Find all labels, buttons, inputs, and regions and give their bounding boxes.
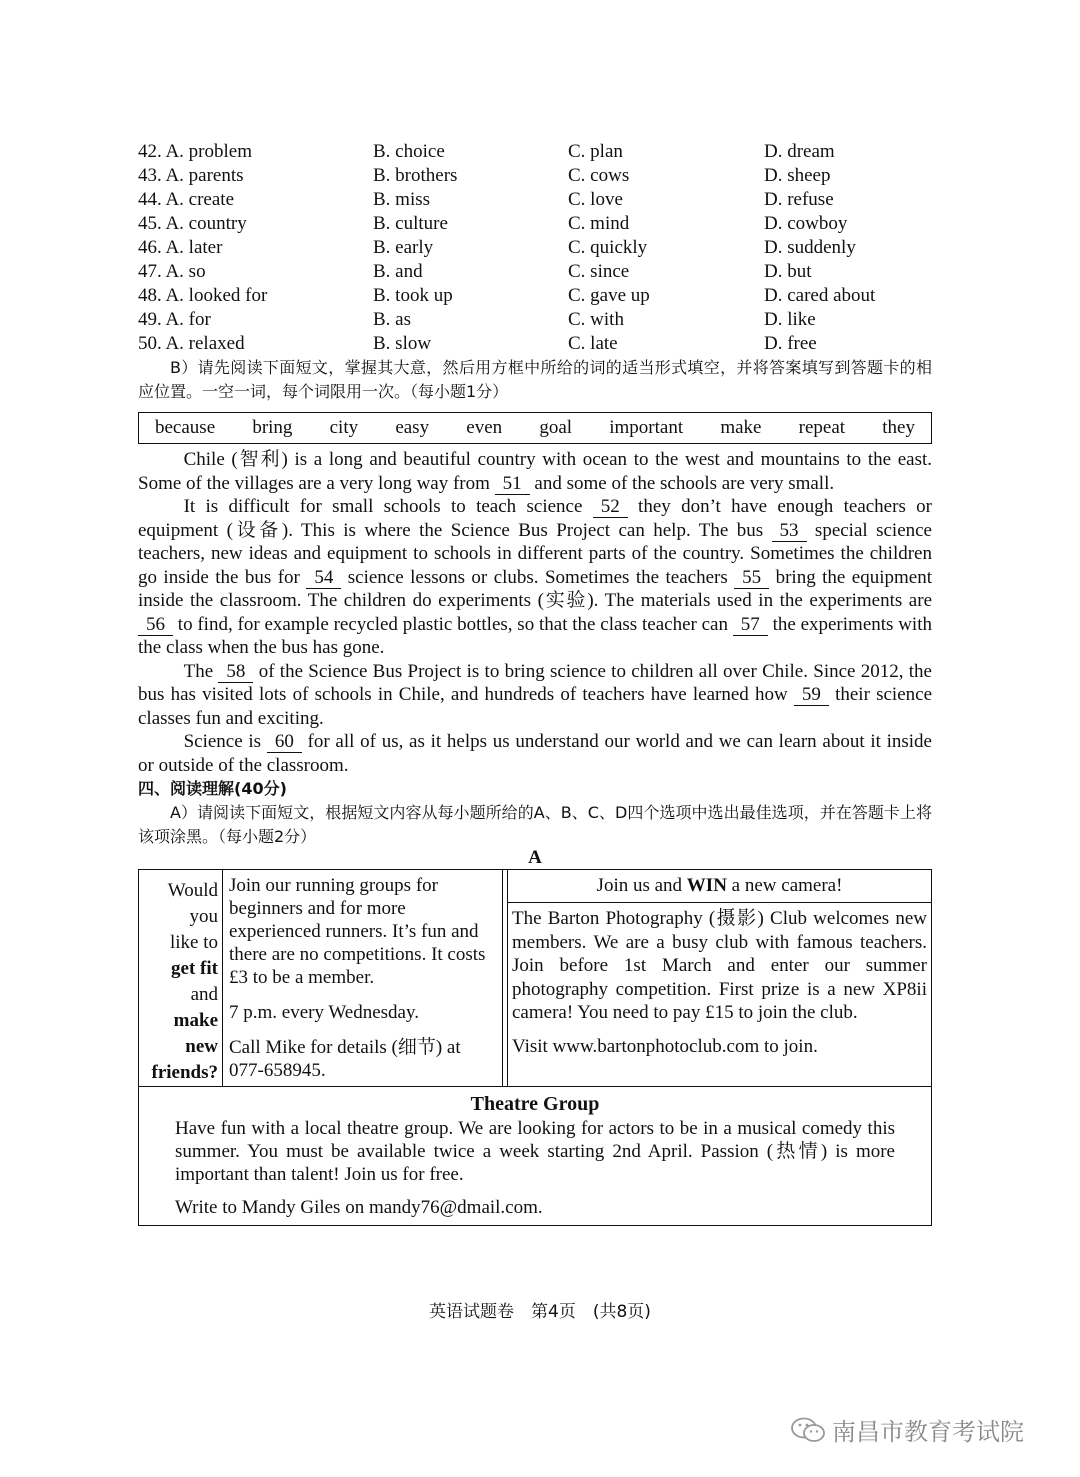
- running-ad-body: [223, 870, 503, 1086]
- option-d: D. dream: [764, 141, 835, 162]
- option-c: C. cows: [568, 165, 630, 186]
- word-box: [138, 412, 932, 444]
- option-row-44: [138, 188, 932, 212]
- photo-club-text: The Barton Photography (摄影) Club welcomes new members. We are a busy club with famous teachers. Join before 1st March and enter our summer photography competition. First prize is a new XP8ii camera! You need to pay £15 to join the club.: [512, 908, 927, 1023]
- ads-top-row: [139, 870, 931, 1087]
- section-4-heading: 四、阅读理解(40分): [138, 779, 287, 798]
- option-a: 50. A. relaxed: [138, 333, 245, 354]
- text-run: the experiments with the class when the bus has gone.: [138, 613, 932, 658]
- option-c: C. quickly: [568, 237, 648, 258]
- option-c: C. plan: [568, 141, 623, 162]
- option-b: B. choice: [373, 141, 445, 162]
- running-ad-text: Join our running groups for beginners and for more experienced runners. It’s fun and there are no competitions. It costs £3 to be a member.: [229, 875, 486, 988]
- blank-59[interactable]: 59: [794, 685, 829, 706]
- text-run: It is difficult for small schools to teach science: [183, 496, 593, 517]
- option-row-48: [138, 284, 932, 308]
- title-part: Join us and: [596, 875, 687, 896]
- blank-52[interactable]: 52: [593, 497, 628, 518]
- option-c: C. gave up: [568, 285, 650, 306]
- title-part: a new camera!: [726, 875, 843, 896]
- option-a: 44. A. create: [138, 189, 235, 210]
- question-line: get fit: [171, 958, 218, 979]
- text-run: special science teachers, new ideas and equipment to schools in different parts of the country. Sometimes the children go inside the bus for: [138, 519, 932, 588]
- word-box-item: even: [466, 417, 503, 438]
- option-a: 47. A. so: [138, 261, 206, 282]
- option-row-42: [138, 140, 932, 164]
- word-box-item: they: [882, 417, 915, 438]
- text-run: The: [183, 660, 219, 682]
- text-run: their science classes fun and exciting.: [138, 684, 932, 729]
- option-a: 49. A. for: [138, 309, 211, 330]
- blank-54[interactable]: 54: [306, 568, 341, 589]
- option-d: D. cowboy: [764, 213, 848, 234]
- wechat-icon: [790, 1416, 826, 1444]
- blank-51[interactable]: 51: [495, 474, 530, 495]
- passage-paragraph-2: [138, 495, 932, 660]
- question-line: you: [189, 906, 218, 927]
- text-run: Chile (智利) is a long and beautiful country with ocean to the west and mountains to the east. Some of the villages are a very long way from: [138, 449, 932, 494]
- option-a: 48. A. looked for: [138, 285, 268, 306]
- passage-letter: A: [528, 847, 542, 868]
- theatre-group-title: Theatre Group: [470, 1093, 600, 1115]
- option-a: 46. A. later: [138, 237, 223, 258]
- option-c: C. love: [568, 189, 623, 210]
- word-box-item: because: [155, 417, 216, 438]
- option-row-43: [138, 164, 932, 188]
- word-box-item: goal: [539, 417, 573, 438]
- section-4-instruction: A）请阅读下面短文，根据短文内容从每小题所给的A、B、C、D四个选项中选出最佳选项，并在答题卡上将该项涂黑。（每小题2分）: [138, 803, 932, 846]
- question-line: and: [190, 984, 218, 1005]
- exam-page: [138, 140, 932, 1226]
- blank-53[interactable]: 53: [772, 521, 807, 542]
- option-b: B. early: [373, 237, 434, 258]
- theatre-group-contact: Write to Mandy Giles on mandy76@dmail.com.: [175, 1197, 543, 1218]
- watermark-text: 南昌市教育考试院: [832, 1418, 1024, 1446]
- option-b: B. and: [373, 261, 423, 282]
- text-run: they don’t have enough teachers or equipment (设备). This is where the Science Bus Project can help. The bus: [138, 496, 932, 541]
- word-box-item: important: [609, 417, 684, 438]
- option-row-46: [138, 236, 932, 260]
- text-run: for all of us, as it helps us understand our world and we can learn about it inside or outside of the classroom.: [138, 731, 932, 776]
- text-run: of the Science Bus Project is to bring science to children all over Chile. Since 2012, the bus has visited lots of schools in Chile, and hundreds of teachers have learned how: [138, 660, 932, 705]
- blank-57[interactable]: 57: [733, 615, 768, 636]
- blank-56[interactable]: 56: [138, 615, 173, 636]
- question-line: new: [185, 1036, 218, 1057]
- option-b: B. culture: [373, 213, 448, 234]
- option-row-47: [138, 260, 932, 284]
- option-d: D. refuse: [764, 189, 834, 210]
- blank-60[interactable]: 60: [267, 732, 302, 753]
- word-box-item: city: [329, 417, 359, 438]
- text-run: science lessons or clubs. Sometimes the teachers: [341, 566, 735, 588]
- option-c: C. late: [568, 333, 618, 354]
- passage-paragraph-3: [138, 660, 932, 731]
- blank-55[interactable]: 55: [734, 568, 769, 589]
- word-box-item: easy: [395, 417, 430, 438]
- photo-club-ad: [508, 870, 931, 1086]
- text-run: bring the equipment inside the classroom. The children do experiments (实验). The materials used in the experiments are: [138, 566, 932, 611]
- option-b: B. miss: [373, 189, 431, 210]
- option-d: D. suddenly: [764, 237, 856, 258]
- theatre-group-text: Have fun with a local theatre group. We are looking for actors to be in a musical comedy this summer. You must be available twice a week starting 2nd April. Passion (热情) is more important than talent! Join us for free.: [175, 1118, 895, 1185]
- text-run: to find, for example recycled plastic bottles, so that the class teacher can: [173, 613, 733, 635]
- watermark: [790, 1412, 1024, 1447]
- option-b: B. slow: [373, 333, 432, 354]
- section-b-instruction: B）请先阅读下面短文，掌握其大意，然后用方框中所给的词的适当形式填空，并将答案填写到答题卡的相应位置。一空一词，每个词限用一次。（每小题1分）: [138, 358, 932, 401]
- theatre-group-ad: [139, 1087, 931, 1225]
- option-c: C. with: [568, 309, 624, 330]
- option-row-50: [138, 332, 932, 356]
- ads-box: [138, 869, 932, 1226]
- option-d: D. sheep: [764, 165, 831, 186]
- question-line: Would: [167, 880, 218, 901]
- word-box-item: bring: [252, 417, 293, 438]
- word-box-item: repeat: [798, 417, 846, 438]
- photo-club-title: [508, 870, 931, 903]
- option-a: 43. A. parents: [138, 165, 244, 186]
- option-row-45: [138, 212, 932, 236]
- option-d: D. free: [764, 333, 817, 354]
- title-win: WIN: [686, 875, 727, 896]
- photo-club-visit: Visit www.bartonphotoclub.com to join.: [512, 1035, 818, 1057]
- option-b: B. as: [373, 309, 411, 330]
- option-row-49: [138, 308, 932, 332]
- option-c: C. mind: [568, 213, 630, 234]
- page-footer: 英语试题卷 第4页 (共8页): [429, 1302, 651, 1322]
- option-a: 45. A. country: [138, 213, 247, 234]
- question-line: like to: [169, 932, 218, 953]
- passage-paragraph-4: [138, 730, 932, 777]
- passage-paragraph-1: [138, 448, 932, 495]
- option-b: B. brothers: [373, 165, 458, 186]
- option-c: C. since: [568, 261, 630, 282]
- text-run: Science is: [183, 731, 267, 752]
- option-d: D. like: [764, 309, 816, 330]
- blank-58[interactable]: 58: [218, 662, 253, 683]
- option-b: B. took up: [373, 285, 453, 306]
- option-d: D. but: [764, 261, 812, 282]
- word-box-item: make: [720, 417, 762, 438]
- question-line: make: [173, 1010, 218, 1031]
- running-ad-contact: Call Mike for details (细节) at 077-658945.: [229, 1037, 461, 1081]
- option-a: 42. A. problem: [138, 141, 252, 162]
- option-d: D. cared about: [764, 285, 876, 306]
- question-line: friends?: [151, 1062, 218, 1083]
- options-list: [138, 140, 932, 356]
- text-run: and some of the schools are very small.: [529, 472, 835, 494]
- running-ad-question: [139, 870, 223, 1086]
- running-ad-time: 7 p.m. every Wednesday.: [229, 1002, 419, 1023]
